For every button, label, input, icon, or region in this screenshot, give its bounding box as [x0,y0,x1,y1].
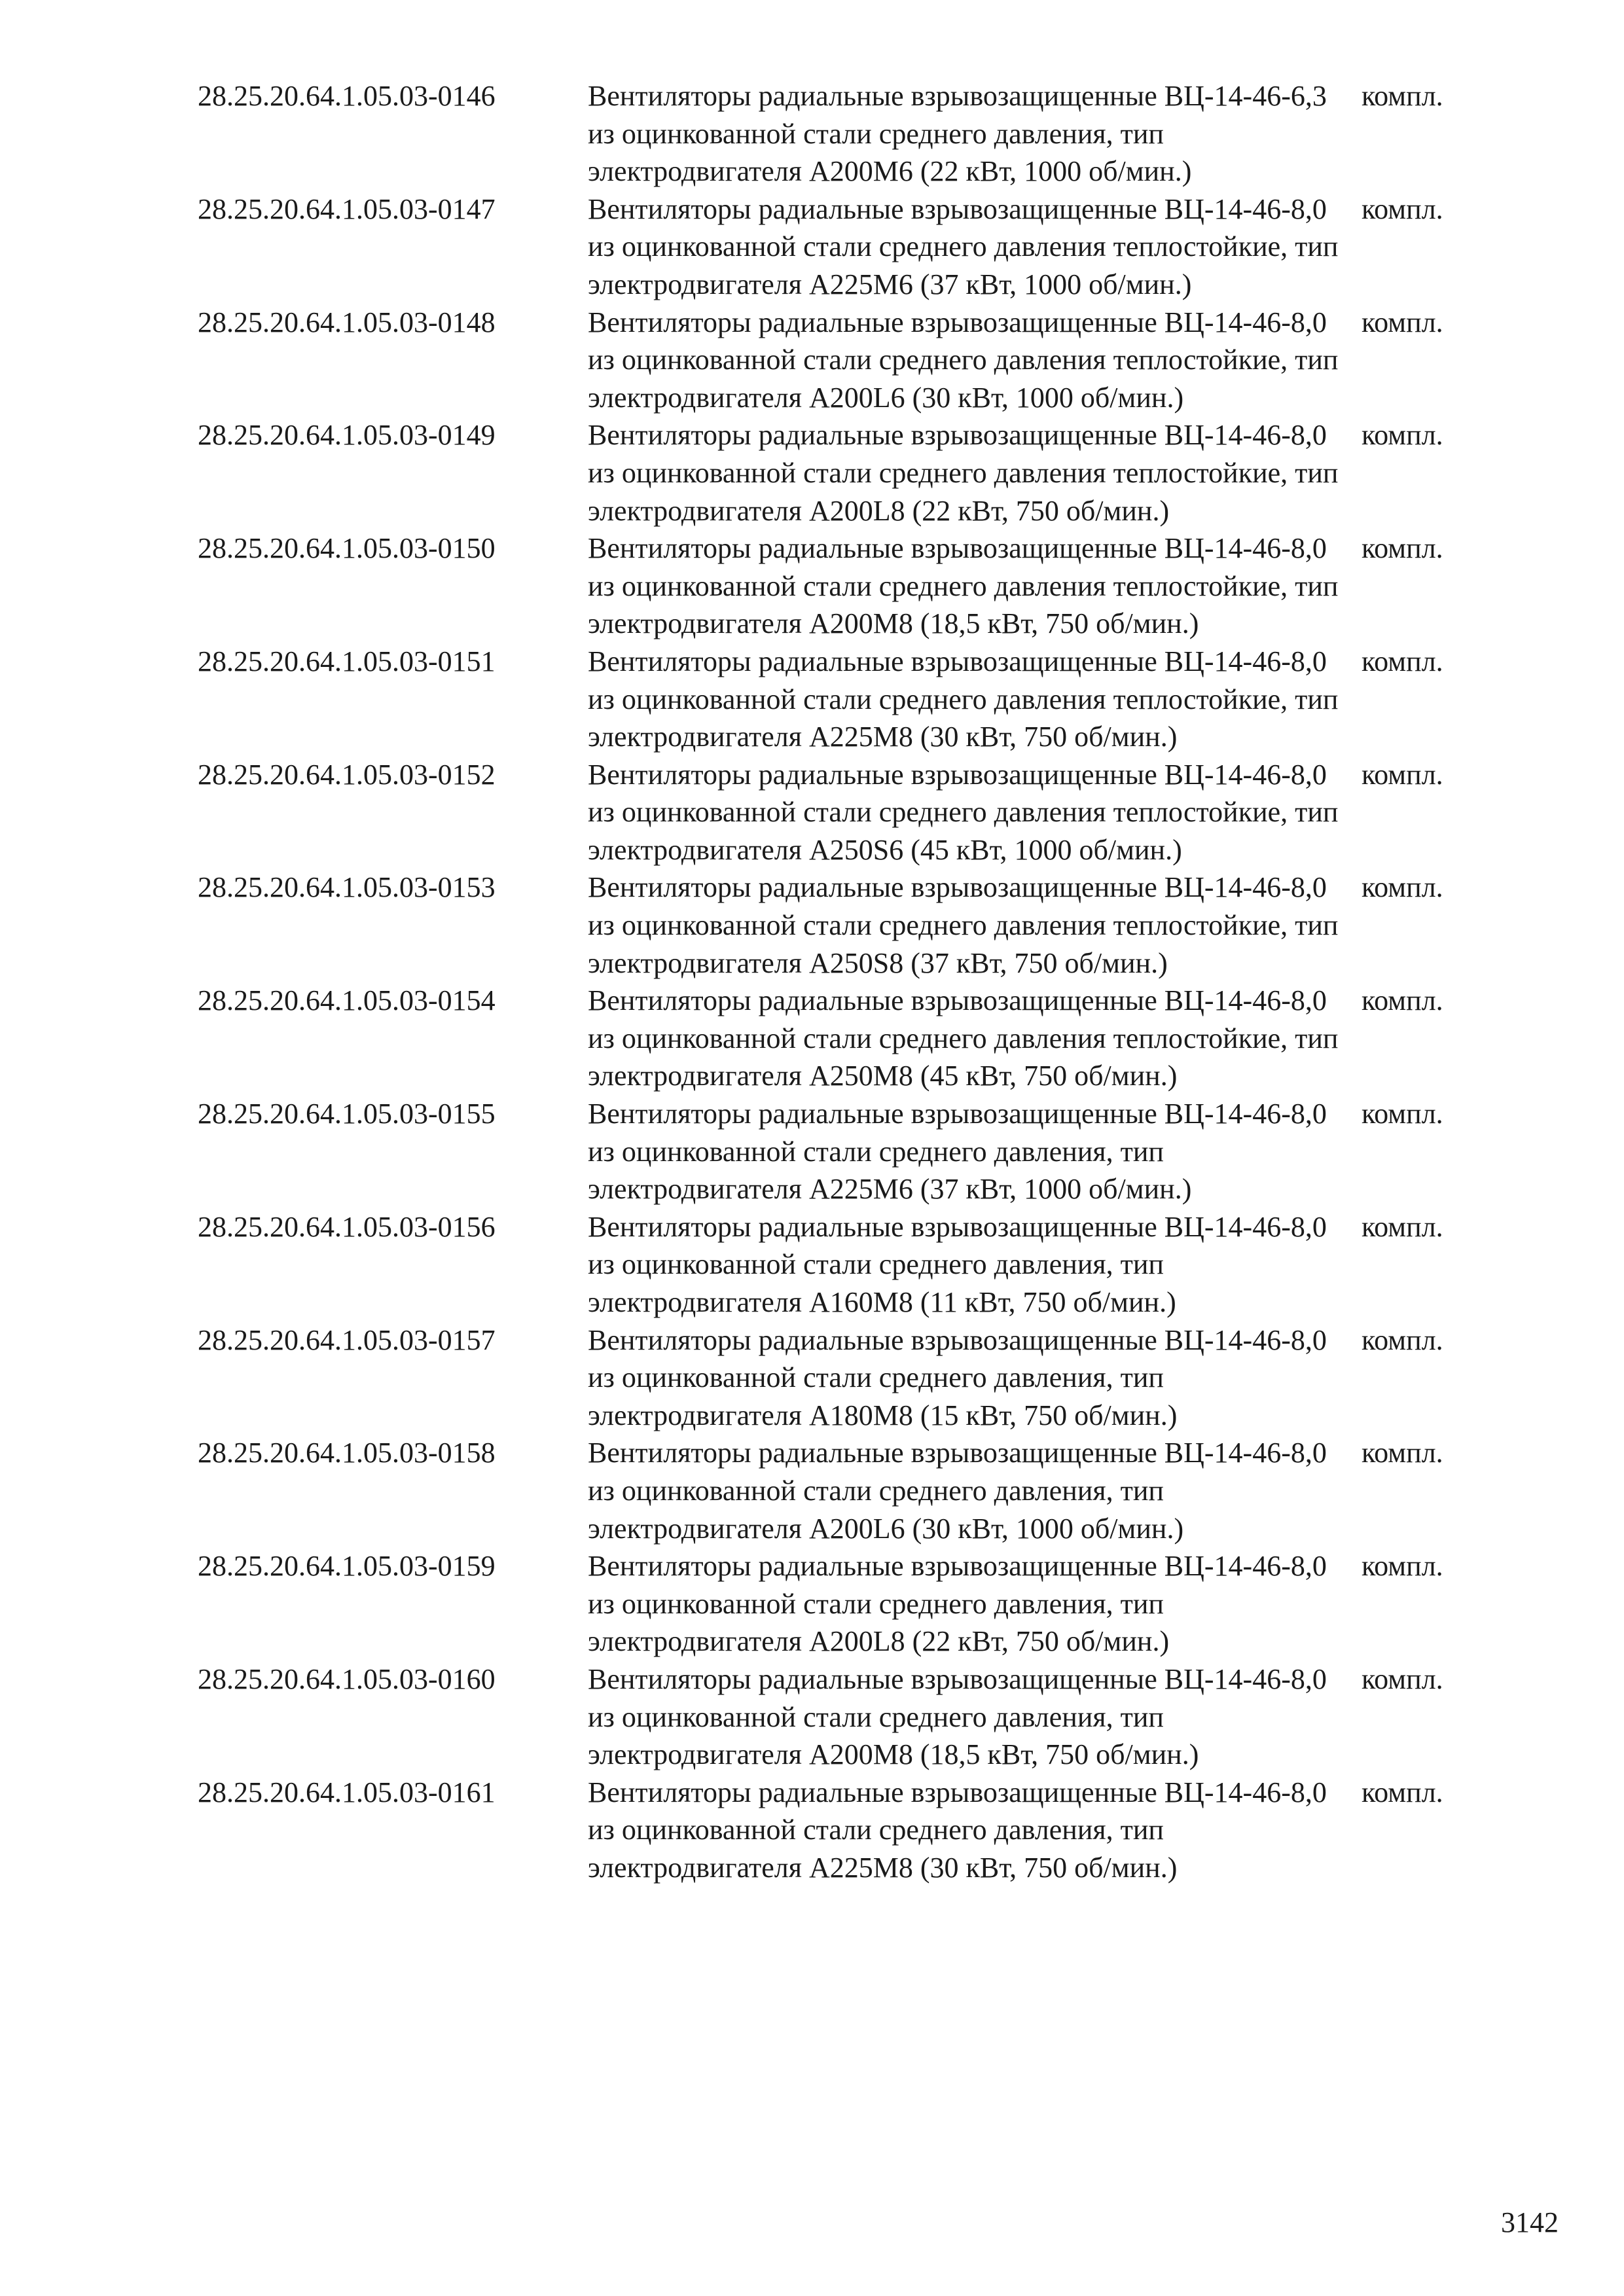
entry-code: 28.25.20.64.1.05.03-0155 [198,1098,496,1130]
entry-unit: компл. [1362,419,1443,452]
entry-code: 28.25.20.64.1.05.03-0157 [198,1323,496,1356]
entry-code: 28.25.20.64.1.05.03-0161 [198,1776,496,1808]
entry-description: Вентиляторы радиальные взрывозащищенные ВЦ-14-46-8,0 из оцинкованной стали среднего давления, тип электродвигателя А225М8 (30 кВт, 750 об/мин.) [588,1776,1327,1884]
entry-description: Вентиляторы радиальные взрывозащищенные ВЦ-14-46-8,0 из оцинкованной стали среднего давления, тип электродвигателя А200М8 (18,5 кВт, 750 об/мин.) [588,1662,1327,1771]
list-item [198,1434,1481,1547]
list-item [198,1095,1481,1208]
list-item [198,1660,1481,1774]
list-item [198,1208,1481,1321]
list-item [198,1321,1481,1435]
entry-code: 28.25.20.64.1.05.03-0160 [198,1662,496,1695]
entry-unit: компл. [1362,984,1443,1017]
entry-unit: компл. [1362,758,1443,791]
entry-description: Вентиляторы радиальные взрывозащищенные ВЦ-14-46-8,0 из оцинкованной стали среднего давления, тип электродвигателя А200L6 (30 кВт, 1000 об/мин.) [588,1437,1327,1545]
entry-unit: компл. [1362,192,1443,225]
entry-description: Вентиляторы радиальные взрывозащищенные ВЦ-14-46-6,3 из оцинкованной стали среднего давления, тип электродвигателя А200М6 (22 кВт, 1000 об/мин.) [588,80,1327,188]
page-number: 3142 [1501,2206,1559,2238]
entry-unit: компл. [1362,80,1443,112]
entry-unit: компл. [1362,645,1443,677]
entry-unit: компл. [1362,1323,1443,1356]
entry-unit: компл. [1362,1437,1443,1469]
entry-code: 28.25.20.64.1.05.03-0146 [198,80,496,112]
entry-code: 28.25.20.64.1.05.03-0152 [198,758,496,791]
list-item [198,1774,1481,1887]
list-item [198,982,1481,1095]
entry-unit: компл. [1362,1550,1443,1583]
list-item [198,643,1481,756]
list-item [198,77,1481,190]
entry-description: Вентиляторы радиальные взрывозащищенные ВЦ-14-46-8,0 из оцинкованной стали среднего давления, тип электродвигателя А160М8 (11 кВт, 750 об/мин.) [588,1210,1327,1318]
entry-code: 28.25.20.64.1.05.03-0150 [198,532,496,565]
entry-unit: компл. [1362,1098,1443,1130]
entry-code: 28.25.20.64.1.05.03-0153 [198,871,496,904]
entry-description: Вентиляторы радиальные взрывозащищенные ВЦ-14-46-8,0 из оцинкованной стали среднего давления теплостойкие, тип электродвигателя А200М8 (18,5 кВт, 750 об/мин.) [588,532,1339,640]
list-item [198,869,1481,982]
entry-code: 28.25.20.64.1.05.03-0154 [198,984,496,1017]
list-item [198,416,1481,529]
entry-description: Вентиляторы радиальные взрывозащищенные ВЦ-14-46-8,0 из оцинкованной стали среднего давления теплостойкие, тип электродвигателя А225М6 (37 кВт, 1000 об/мин.) [588,192,1339,300]
list-item [198,304,1481,417]
entry-description: Вентиляторы радиальные взрывозащищенные ВЦ-14-46-8,0 из оцинкованной стали среднего давления теплостойкие, тип электродвигателя А200L8 (22 кВт, 750 об/мин.) [588,419,1339,527]
list-item [198,190,1481,304]
entry-description: Вентиляторы радиальные взрывозащищенные ВЦ-14-46-8,0 из оцинкованной стали среднего давления, тип электродвигателя А225М6 (37 кВт, 1000 об/мин.) [588,1098,1327,1206]
entry-description: Вентиляторы радиальные взрывозащищенные ВЦ-14-46-8,0 из оцинкованной стали среднего давления теплостойкие, тип электродвигателя А250S8 (37 кВт, 750 об/мин.) [588,871,1339,979]
entry-description: Вентиляторы радиальные взрывозащищенные ВЦ-14-46-8,0 из оцинкованной стали среднего давления теплостойкие, тип электродвигателя А200L6 (30 кВт, 1000 об/мин.) [588,306,1339,414]
entry-code: 28.25.20.64.1.05.03-0148 [198,306,496,338]
entry-description: Вентиляторы радиальные взрывозащищенные ВЦ-14-46-8,0 из оцинкованной стали среднего давления теплостойкие, тип электродвигателя А225М8 (30 кВт, 750 об/мин.) [588,645,1339,753]
entry-code: 28.25.20.64.1.05.03-0147 [198,192,496,225]
entry-code: 28.25.20.64.1.05.03-0151 [198,645,496,677]
entry-description: Вентиляторы радиальные взрывозащищенные ВЦ-14-46-8,0 из оцинкованной стали среднего давления теплостойкие, тип электродвигателя А250М8 (45 кВт, 750 об/мин.) [588,984,1339,1092]
entry-code: 28.25.20.64.1.05.03-0159 [198,1550,496,1583]
entry-unit: компл. [1362,1210,1443,1243]
entry-unit: компл. [1362,1776,1443,1808]
entry-unit: компл. [1362,1662,1443,1695]
entry-code: 28.25.20.64.1.05.03-0149 [198,419,496,452]
list-item [198,756,1481,869]
entry-unit: компл. [1362,532,1443,565]
entry-code: 28.25.20.64.1.05.03-0158 [198,1437,496,1469]
entry-description: Вентиляторы радиальные взрывозащищенные ВЦ-14-46-8,0 из оцинкованной стали среднего давления теплостойкие, тип электродвигателя А250S6 (45 кВт, 1000 об/мин.) [588,758,1339,866]
entry-list [198,77,1481,1887]
entry-unit: компл. [1362,306,1443,338]
list-item [198,1547,1481,1660]
entry-description: Вентиляторы радиальные взрывозащищенные ВЦ-14-46-8,0 из оцинкованной стали среднего давления, тип электродвигателя А180М8 (15 кВт, 750 об/мин.) [588,1323,1327,1431]
entry-unit: компл. [1362,871,1443,904]
list-item [198,529,1481,643]
entry-description: Вентиляторы радиальные взрывозащищенные ВЦ-14-46-8,0 из оцинкованной стали среднего давления, тип электродвигателя А200L8 (22 кВт, 750 об/мин.) [588,1550,1327,1658]
entry-code: 28.25.20.64.1.05.03-0156 [198,1210,496,1243]
